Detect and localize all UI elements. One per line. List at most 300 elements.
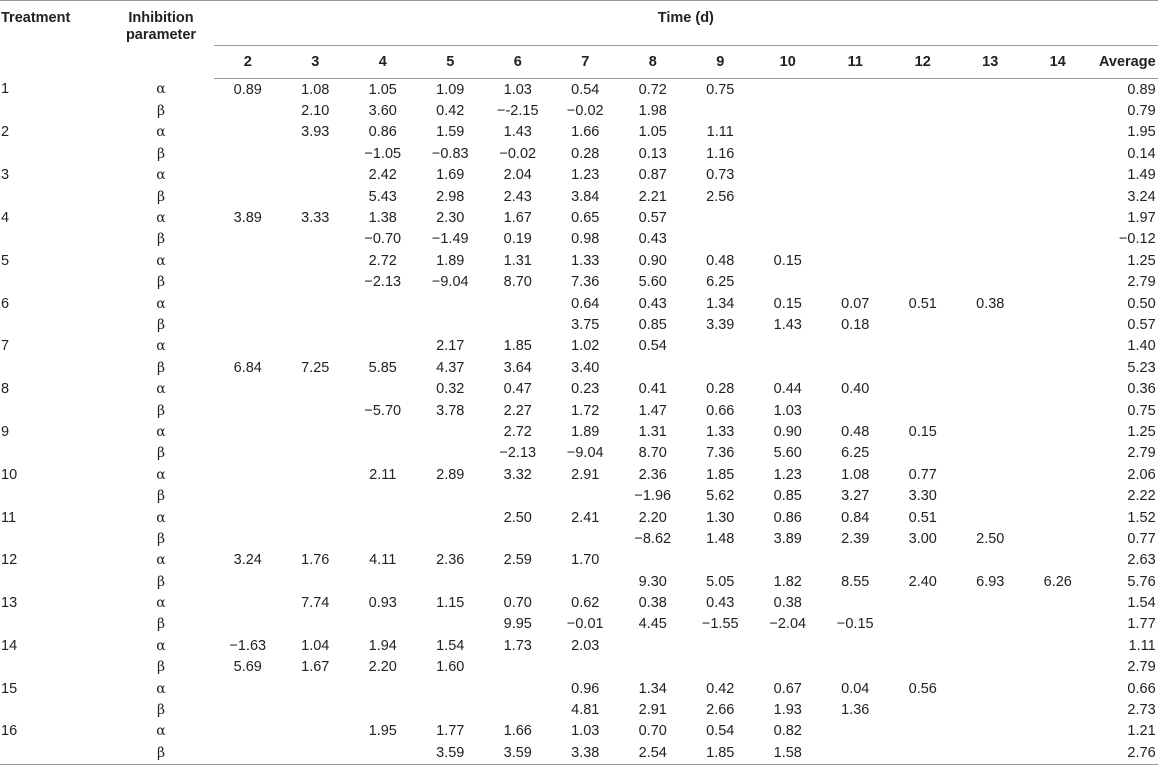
value-cell <box>417 571 485 592</box>
value-cell: 1.95 <box>368 723 397 740</box>
value-cell <box>754 229 822 250</box>
average-cell: 0.36 <box>1127 381 1156 398</box>
header-day: 4 <box>349 46 417 79</box>
value-cell: −9.04 <box>566 445 604 462</box>
value-cell <box>214 421 282 442</box>
average-cell: 0.75 <box>1127 402 1156 419</box>
value-cell: 1.85 <box>706 466 735 483</box>
value-cell: −2.04 <box>769 616 807 633</box>
value-cell: 3.89 <box>233 210 262 227</box>
value-cell <box>754 550 822 571</box>
header-day: 14 <box>1024 46 1092 79</box>
value-cell: 2.41 <box>571 509 600 526</box>
value-cell: 0.72 <box>638 81 667 98</box>
parameter-cell: β <box>156 103 166 120</box>
average-cell: 2.63 <box>1127 552 1156 569</box>
value-cell <box>214 571 282 592</box>
value-cell <box>1024 357 1092 378</box>
value-cell <box>957 400 1025 421</box>
value-cell <box>889 165 957 186</box>
average-cell: 0.89 <box>1127 81 1156 98</box>
header-day: 11 <box>822 46 890 79</box>
value-cell <box>1024 485 1092 506</box>
value-cell <box>349 571 417 592</box>
table-row <box>0 336 1158 357</box>
value-cell: 0.43 <box>638 231 667 248</box>
value-cell: 0.04 <box>841 680 870 697</box>
value-cell <box>282 400 350 421</box>
treatment-cell: 1 <box>1 81 10 98</box>
value-cell: 0.54 <box>706 723 735 740</box>
value-cell: 4.45 <box>638 616 667 633</box>
value-cell: 0.42 <box>436 103 465 120</box>
value-cell <box>754 143 822 164</box>
parameter-cell: β <box>156 359 166 376</box>
value-cell <box>1024 507 1092 528</box>
value-cell: 1.94 <box>368 637 397 654</box>
value-cell: 1.47 <box>638 402 667 419</box>
value-cell: 0.90 <box>638 252 667 269</box>
value-cell <box>214 400 282 421</box>
value-cell <box>349 528 417 549</box>
value-cell <box>1024 400 1092 421</box>
value-cell <box>1024 635 1092 656</box>
value-cell: 1.11 <box>706 124 734 141</box>
parameter-cell: α <box>156 423 166 440</box>
parameter-cell: β <box>156 316 166 333</box>
treatment-cell <box>0 314 108 335</box>
value-cell: −0.83 <box>431 145 469 162</box>
value-cell: 2.36 <box>436 552 465 569</box>
value-cell: 0.13 <box>638 145 667 162</box>
value-cell <box>687 357 755 378</box>
value-cell: 0.87 <box>638 167 667 184</box>
value-cell: 0.67 <box>773 680 802 697</box>
average-cell: 5.23 <box>1127 359 1156 376</box>
value-cell <box>822 229 890 250</box>
value-cell <box>1024 207 1092 228</box>
value-cell <box>957 421 1025 442</box>
value-cell: 0.40 <box>841 381 870 398</box>
header-day: 10 <box>754 46 822 79</box>
treatment-cell: 3 <box>1 167 10 184</box>
value-cell <box>214 314 282 335</box>
parameter-cell: α <box>156 680 166 697</box>
average-cell: 2.79 <box>1127 445 1156 462</box>
value-cell <box>889 721 957 742</box>
parameter-cell: α <box>156 295 166 312</box>
value-cell: 1.58 <box>754 742 822 764</box>
header-day: 9 <box>687 46 755 79</box>
value-cell <box>214 165 282 186</box>
value-cell <box>957 443 1025 464</box>
value-cell <box>619 635 687 656</box>
value-cell <box>619 550 687 571</box>
table-row <box>0 165 1158 186</box>
value-cell: 0.51 <box>908 509 937 526</box>
value-cell <box>687 207 755 228</box>
value-cell <box>1024 678 1092 699</box>
parameter-cell: β <box>108 742 214 764</box>
value-cell <box>889 357 957 378</box>
value-cell <box>484 485 552 506</box>
value-cell: 6.26 <box>1043 573 1072 590</box>
table-row <box>0 229 1158 250</box>
parameter-cell: α <box>156 124 166 141</box>
parameter-cell: β <box>156 488 166 505</box>
value-cell: 1.69 <box>436 167 465 184</box>
value-cell <box>1024 742 1092 764</box>
treatment-cell: 6 <box>1 295 10 312</box>
value-cell <box>214 464 282 485</box>
value-cell <box>822 165 890 186</box>
value-cell <box>957 143 1025 164</box>
value-cell: 3.59 <box>484 742 552 764</box>
value-cell <box>282 272 350 293</box>
value-cell <box>282 528 350 549</box>
value-cell <box>889 635 957 656</box>
value-cell <box>349 336 417 357</box>
value-cell <box>1024 657 1092 678</box>
value-cell <box>957 550 1025 571</box>
value-cell: 6.93 <box>976 573 1005 590</box>
value-cell <box>214 229 282 250</box>
value-cell: 0.56 <box>908 680 937 697</box>
value-cell <box>957 336 1025 357</box>
header-param-line2: parameter <box>125 27 197 43</box>
value-cell: 0.38 <box>773 595 802 612</box>
parameter-cell: β <box>156 231 166 248</box>
average-cell: 1.49 <box>1127 167 1156 184</box>
value-cell <box>1024 443 1092 464</box>
value-cell: 1.36 <box>841 702 870 719</box>
value-cell <box>282 614 350 635</box>
value-cell <box>417 699 485 720</box>
table-row <box>0 464 1158 485</box>
value-cell: 1.73 <box>503 637 532 654</box>
value-cell <box>214 592 282 613</box>
parameter-cell: α <box>156 637 166 654</box>
value-cell <box>417 614 485 635</box>
parameter-cell: β <box>156 145 166 162</box>
value-cell <box>822 79 890 101</box>
value-cell: −0.15 <box>836 616 874 633</box>
value-cell <box>1024 293 1092 314</box>
value-cell <box>957 79 1025 101</box>
average-cell: 2.22 <box>1127 488 1156 505</box>
table-row <box>0 79 1158 101</box>
value-cell <box>1024 79 1092 101</box>
value-cell: 0.82 <box>773 723 802 740</box>
value-cell <box>282 293 350 314</box>
value-cell: 7.74 <box>301 595 330 612</box>
value-cell: 0.75 <box>706 81 735 98</box>
parameter-cell: β <box>156 659 166 676</box>
header-day: 12 <box>889 46 957 79</box>
value-cell <box>349 421 417 442</box>
value-cell <box>417 507 485 528</box>
value-cell <box>822 250 890 271</box>
table-row <box>0 186 1158 207</box>
treatment-cell <box>0 699 108 720</box>
value-cell <box>282 507 350 528</box>
value-cell: 0.65 <box>571 210 600 227</box>
value-cell: 0.86 <box>773 509 802 526</box>
value-cell: 1.23 <box>773 466 802 483</box>
treatment-cell: 13 <box>1 595 18 612</box>
average-cell: 1.11 <box>1128 637 1156 654</box>
value-cell <box>889 614 957 635</box>
value-cell: 1.59 <box>436 124 465 141</box>
value-cell: 1.82 <box>773 573 802 590</box>
value-cell: 3.64 <box>503 359 532 376</box>
value-cell: 1.43 <box>503 124 532 141</box>
value-cell <box>889 550 957 571</box>
average-cell: 1.54 <box>1127 595 1156 612</box>
value-cell: 0.43 <box>706 595 735 612</box>
value-cell <box>214 614 282 635</box>
value-cell: 0.18 <box>841 316 870 333</box>
value-cell <box>687 657 755 678</box>
value-cell <box>1024 314 1092 335</box>
table-row <box>0 528 1158 549</box>
value-cell: 1.23 <box>571 167 600 184</box>
value-cell: 1.89 <box>436 252 465 269</box>
value-cell <box>822 635 890 656</box>
value-cell: 0.96 <box>571 680 600 697</box>
value-cell <box>889 699 957 720</box>
value-cell <box>282 378 350 399</box>
value-cell: 0.51 <box>908 295 937 312</box>
average-cell: 1.40 <box>1127 338 1156 355</box>
table-row <box>0 699 1158 720</box>
value-cell <box>214 528 282 549</box>
value-cell <box>1024 421 1092 442</box>
value-cell: −1.63 <box>229 637 267 654</box>
value-cell <box>889 122 957 143</box>
value-cell <box>1024 122 1092 143</box>
value-cell <box>754 272 822 293</box>
header-day: 2 <box>214 46 282 79</box>
value-cell: 1.31 <box>638 423 667 440</box>
value-cell <box>1024 464 1092 485</box>
value-cell: 0.32 <box>436 381 465 398</box>
value-cell: 0.89 <box>233 81 262 98</box>
value-cell: 4.37 <box>436 359 465 376</box>
value-cell: 3.00 <box>908 530 937 547</box>
value-cell: 7.25 <box>301 359 330 376</box>
header-day: 8 <box>619 46 687 79</box>
table-row <box>0 357 1158 378</box>
parameter-cell: α <box>156 595 166 612</box>
table-row <box>0 550 1158 571</box>
value-cell: −8.62 <box>634 530 672 547</box>
treatment-cell: 7 <box>1 338 10 355</box>
value-cell <box>484 314 552 335</box>
value-cell: 1.66 <box>503 723 532 740</box>
average-cell: 1.95 <box>1127 124 1156 141</box>
value-cell: 7.36 <box>706 445 735 462</box>
value-cell: 2.91 <box>571 466 600 483</box>
value-cell: 1.33 <box>571 252 600 269</box>
value-cell: 3.75 <box>571 316 600 333</box>
treatment-cell <box>0 357 108 378</box>
table-row <box>0 635 1158 656</box>
value-cell: 1.76 <box>301 552 330 569</box>
value-cell: −1.96 <box>634 488 672 505</box>
value-cell: 1.85 <box>503 338 532 355</box>
value-cell: 1.08 <box>841 466 870 483</box>
header-day: 13 <box>957 46 1025 79</box>
value-cell: 1.30 <box>706 509 735 526</box>
value-cell <box>687 229 755 250</box>
value-cell <box>957 464 1025 485</box>
parameter-cell: α <box>156 723 166 740</box>
value-cell: 1.15 <box>436 595 465 612</box>
value-cell: 0.54 <box>571 81 600 98</box>
value-cell <box>349 742 417 764</box>
average-cell: 2.79 <box>1127 274 1156 291</box>
value-cell <box>214 678 282 699</box>
value-cell: 5.60 <box>638 274 667 291</box>
value-cell: 3.38 <box>552 742 620 764</box>
value-cell <box>957 635 1025 656</box>
average-cell: 0.14 <box>1127 145 1156 162</box>
value-cell: −5.70 <box>364 402 402 419</box>
value-cell: 0.15 <box>773 252 802 269</box>
value-cell <box>754 165 822 186</box>
value-cell: 3.78 <box>436 402 465 419</box>
treatment-cell: 14 <box>1 637 18 654</box>
value-cell <box>1024 550 1092 571</box>
value-cell <box>957 507 1025 528</box>
value-cell <box>889 336 957 357</box>
value-cell: 1.67 <box>503 210 532 227</box>
value-cell <box>889 742 957 764</box>
value-cell: 1.04 <box>301 637 330 654</box>
treatment-cell <box>0 443 108 464</box>
value-cell: 0.86 <box>368 124 397 141</box>
value-cell <box>957 314 1025 335</box>
value-cell <box>282 250 350 271</box>
value-cell <box>1024 186 1092 207</box>
value-cell <box>1024 336 1092 357</box>
value-cell: 1.54 <box>436 637 465 654</box>
value-cell: −0.70 <box>364 231 402 248</box>
treatment-cell: 5 <box>1 252 10 269</box>
value-cell: 2.50 <box>976 530 1005 547</box>
value-cell: 0.77 <box>908 466 937 483</box>
treatment-cell <box>0 272 108 293</box>
table-row <box>0 250 1158 271</box>
value-cell <box>1024 143 1092 164</box>
treatment-cell: 10 <box>1 466 18 483</box>
value-cell: 0.70 <box>503 595 532 612</box>
value-cell <box>552 657 620 678</box>
value-cell <box>214 250 282 271</box>
value-cell: 0.15 <box>908 423 937 440</box>
parameter-cell: β <box>156 445 166 462</box>
value-cell <box>822 592 890 613</box>
value-cell <box>282 485 350 506</box>
value-cell <box>687 635 755 656</box>
value-cell: 1.34 <box>706 295 735 312</box>
header-day: 6 <box>484 46 552 79</box>
average-cell: 0.57 <box>1127 316 1156 333</box>
value-cell <box>889 229 957 250</box>
value-cell: 2.30 <box>436 210 465 227</box>
table-row <box>0 571 1158 592</box>
value-cell: 0.98 <box>571 231 600 248</box>
value-cell: −-2.15 <box>496 103 539 120</box>
value-cell <box>754 100 822 121</box>
value-cell: 2.03 <box>571 637 600 654</box>
value-cell: 1.05 <box>638 124 667 141</box>
value-cell <box>889 143 957 164</box>
value-cell <box>282 421 350 442</box>
value-cell: 2.72 <box>368 252 397 269</box>
table-row <box>0 678 1158 699</box>
value-cell <box>282 229 350 250</box>
value-cell <box>484 699 552 720</box>
parameter-cell: α <box>156 210 166 227</box>
value-cell <box>1024 592 1092 613</box>
value-cell <box>484 657 552 678</box>
value-cell: 0.28 <box>571 145 600 162</box>
treatment-cell <box>0 100 108 121</box>
value-cell: 4.11 <box>369 552 397 569</box>
value-cell: 3.89 <box>773 530 802 547</box>
value-cell: 2.56 <box>706 188 735 205</box>
value-cell <box>889 272 957 293</box>
value-cell <box>349 293 417 314</box>
average-cell: 1.25 <box>1127 252 1156 269</box>
value-cell: −0.01 <box>566 616 604 633</box>
header-day: 5 <box>417 46 485 79</box>
header-time: Time (d) <box>214 1 1158 46</box>
value-cell <box>754 357 822 378</box>
value-cell <box>957 357 1025 378</box>
value-cell: 2.20 <box>368 659 397 676</box>
value-cell <box>349 699 417 720</box>
value-cell <box>484 528 552 549</box>
value-cell: 0.38 <box>638 595 667 612</box>
value-cell <box>957 614 1025 635</box>
table-row <box>0 207 1158 228</box>
value-cell <box>889 186 957 207</box>
average-cell: 0.66 <box>1127 680 1156 697</box>
value-cell <box>417 443 485 464</box>
value-cell: 1.02 <box>571 338 600 355</box>
value-cell <box>957 699 1025 720</box>
value-cell: 2.04 <box>503 167 532 184</box>
value-cell <box>754 122 822 143</box>
value-cell: −1.05 <box>364 145 402 162</box>
value-cell <box>957 721 1025 742</box>
value-cell <box>214 100 282 121</box>
value-cell: 0.84 <box>841 509 870 526</box>
value-cell <box>957 229 1025 250</box>
average-cell: 1.52 <box>1127 509 1156 526</box>
value-cell <box>349 678 417 699</box>
value-cell: 0.42 <box>706 680 735 697</box>
value-cell: 0.93 <box>368 595 397 612</box>
value-cell: 0.70 <box>638 723 667 740</box>
table-row <box>0 400 1158 421</box>
value-cell: −0.02 <box>566 103 604 120</box>
value-cell: 0.28 <box>706 381 735 398</box>
average-cell: 1.21 <box>1127 723 1156 740</box>
